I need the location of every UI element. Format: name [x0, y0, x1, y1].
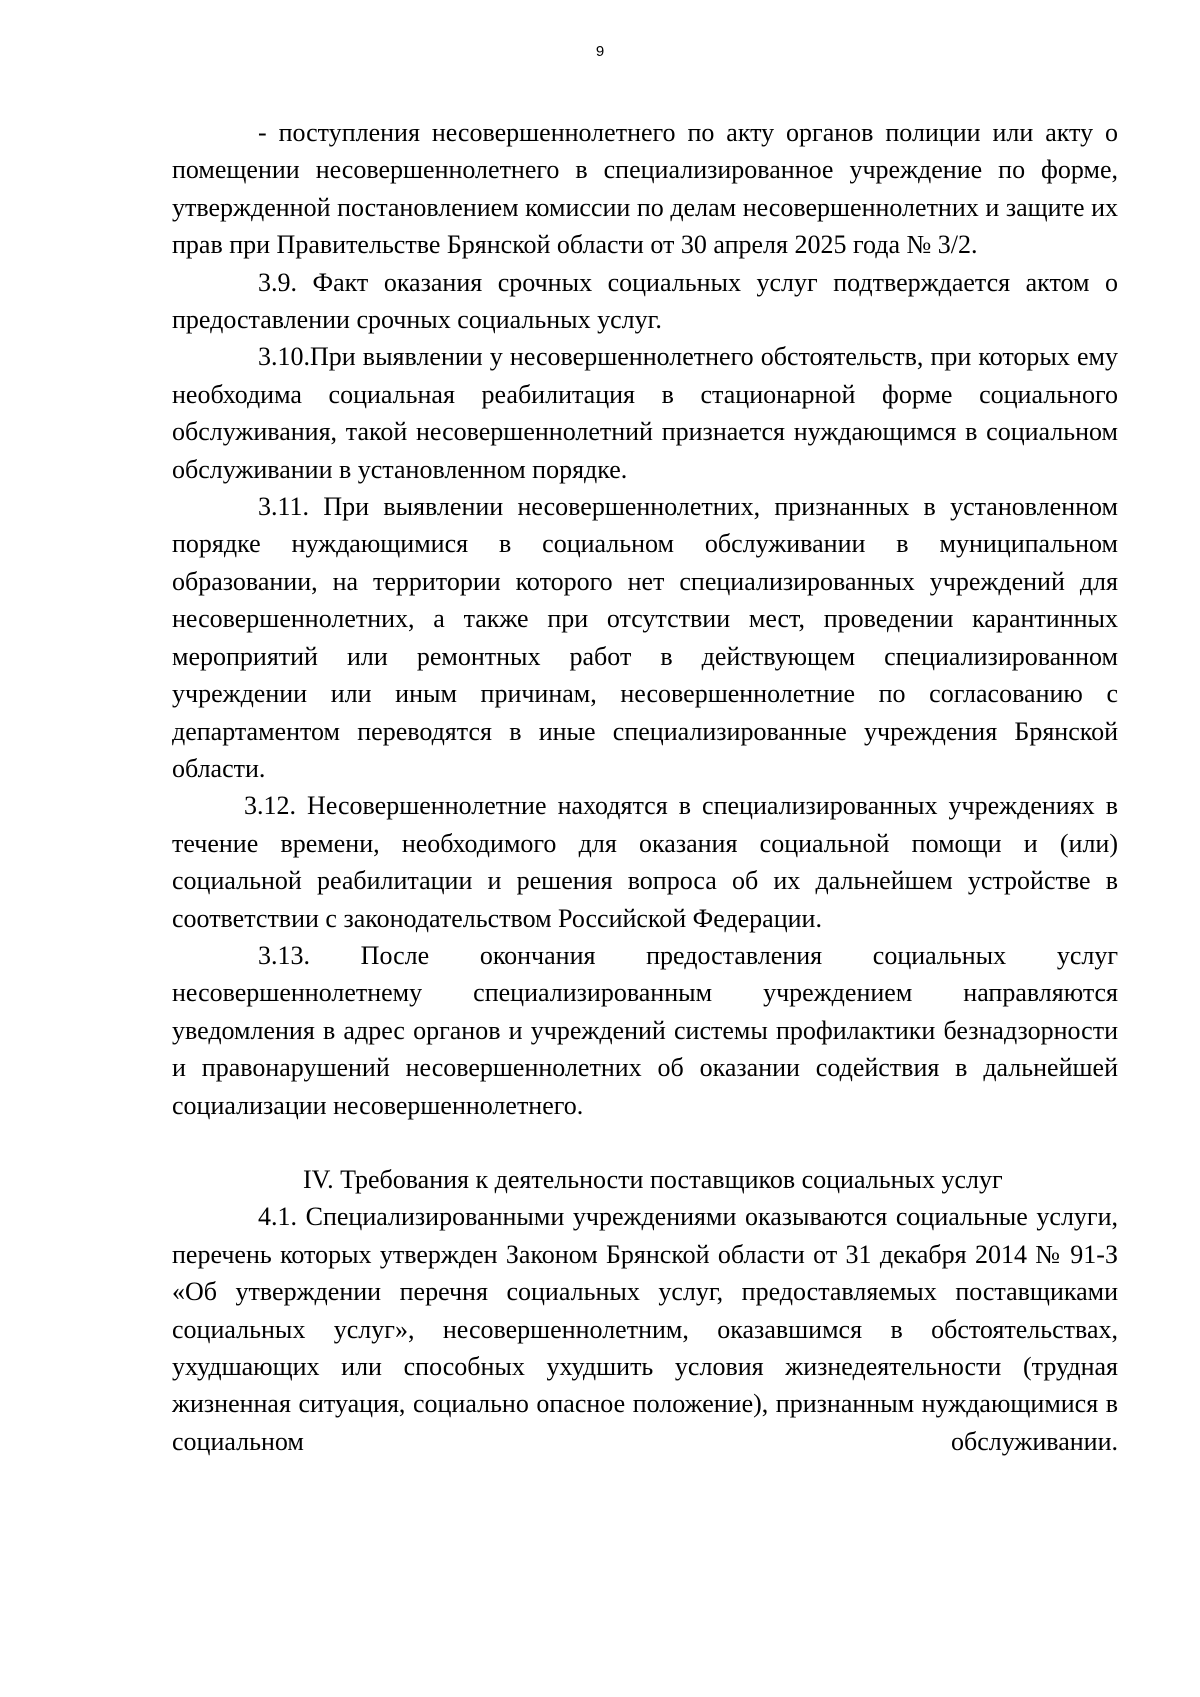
paragraph-3-11: 3.11. При выявлении несовершеннолетних, признанных в установленном порядке нуждающимися в социальном обслуживании в муниципальном образовании, на территории которого нет специализированных учреждений для несовершеннолетних, а также при отсутствии мест, проведении карантинных мероприятий или ремонтных работ в действующем специализированном учреждении или иным причинам, несовершеннолетние по согласованию с департаментом переводятся в иные специализированные учреждения Брянской области. — [172, 492, 1118, 783]
paragraph-3-9: 3.9. Факт оказания срочных социальных услуг подтверждается актом о предоставлении срочных социальных услуг. — [172, 267, 1118, 335]
paragraph-3-10: 3.10.При выявлении у несовершеннолетнего обстоятельств, при которых ему необходима социальная реабилитация в стационарной форме социального обслуживания, такой несовершеннолетний признается нуждающимся в социальном обслуживании в установленном порядке. — [172, 342, 1118, 484]
paragraph-3-13: 3.13. После окончания предоставления социальных услуг несовершеннолетнему специализированным учреждением направляются уведомления в адрес органов и учреждений системы профилактики безнадзорности и правонарушений несовершеннолетних об оказании содействия в дальнейшей социализации несовершеннолетнего. — [172, 940, 1118, 1120]
paragraph-3-12: 3.12. Несовершеннолетние находятся в специализированных учреждениях в течение времени, необходимого для оказания социальной помощи и (или) социальной реабилитации и решения вопроса об их дальнейшем устройстве в соответствии с законодательством Российской Федерации. — [172, 791, 1118, 933]
paragraph-police-act: - поступления несовершеннолетнего по акту органов полиции или акту о помещении несовершеннолетнего в специализированное учреждение по форме, утвержденной постановлением комиссии по делам несовершеннолетних и защите их прав при Правительстве Брянской области от 30 апреля 2025 года № 3/2. — [172, 118, 1118, 260]
section-heading: IV. Требования к деятельности поставщиков социальных услуг — [303, 1164, 1003, 1194]
page-number: 9 — [595, 43, 605, 60]
paragraph-4-1: 4.1. Специализированными учреждениями оказываются социальные услуги, перечень которых утвержден Законом Брянской области от 31 декабря 2014 № 91-З «Об утверждении перечня социальных услуг, предоставляемых поставщиками социальных услуг», несовершеннолетним, оказавшимся в обстоятельствах, ухудшающих или способных ухудшить условия жизнедеятельности (трудная жизненная ситуация, социально опасное положение), признанным нуждающимися в социальном обслуживании. — [172, 1202, 1118, 1456]
document-body — [172, 114, 1118, 1460]
